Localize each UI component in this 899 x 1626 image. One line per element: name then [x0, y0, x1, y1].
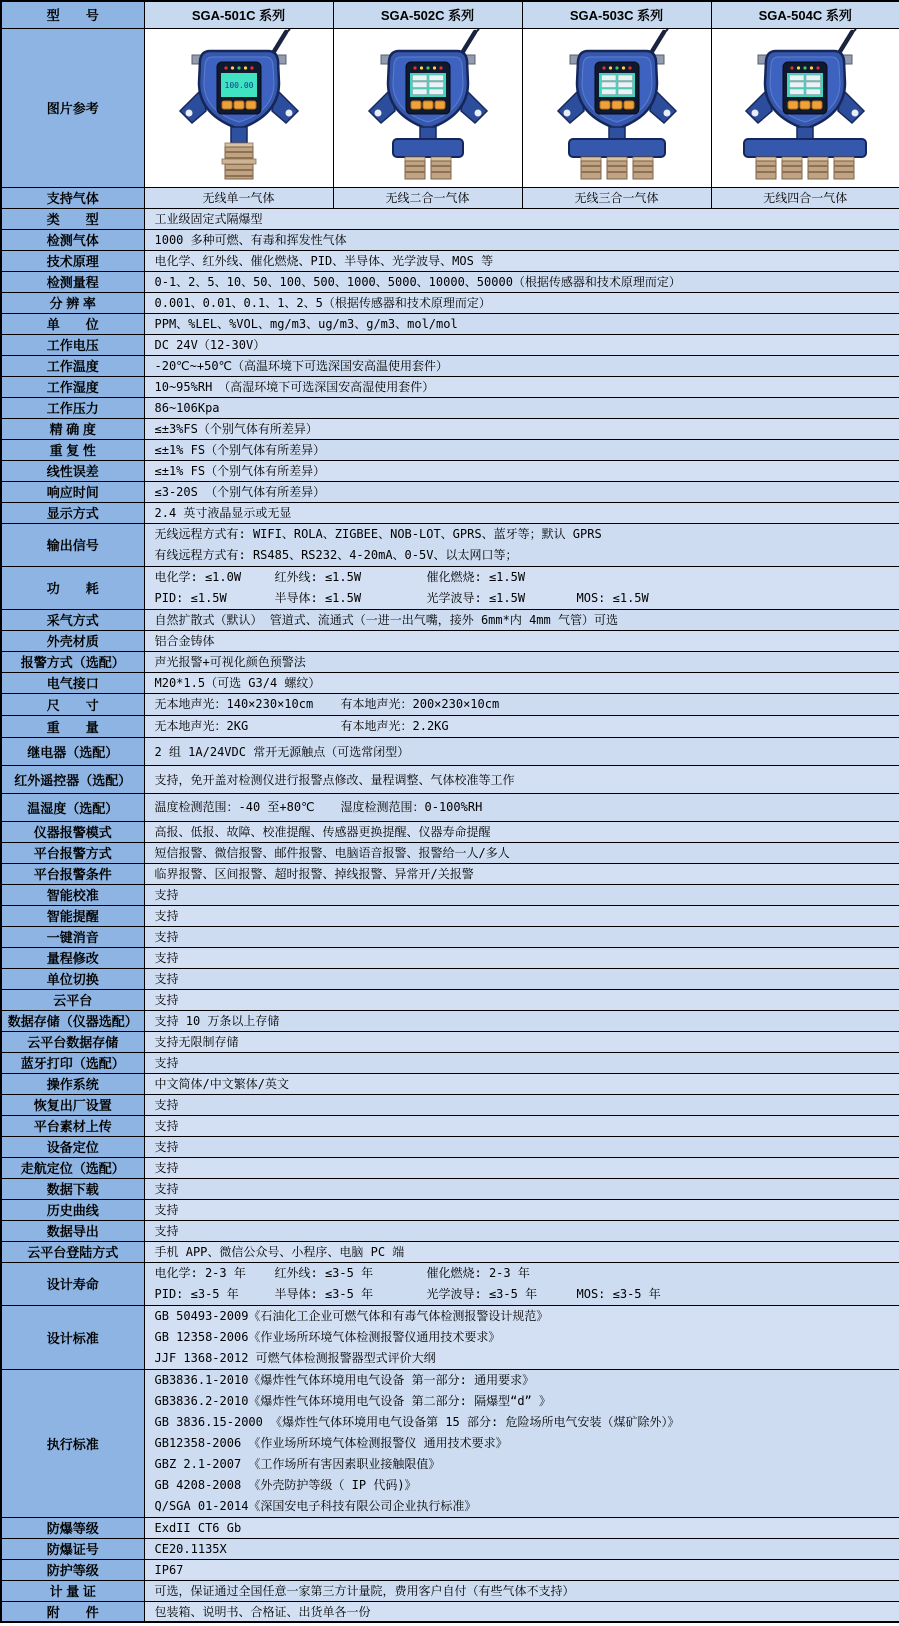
- row-value: 支持: [144, 1178, 899, 1199]
- row-label: 外壳材质: [1, 630, 144, 651]
- row-value: 短信报警、微信报警、邮件报警、电脑语音报警、报警给一人/多人: [144, 842, 899, 863]
- spec-row: [1, 609, 899, 630]
- row-value: [144, 1369, 899, 1517]
- spec-row: [1, 481, 899, 502]
- spec-row: [1, 1601, 899, 1622]
- row-label: 重 量: [1, 715, 144, 737]
- product-image-sga-502c: [333, 28, 522, 187]
- spec-row: [1, 1262, 899, 1305]
- value-segment: GB 50493-2009《石油化工企业可燃气体和有毒气体检测报警设计规范》: [154, 1308, 549, 1323]
- row-value: 无线二合一气体: [333, 187, 522, 208]
- row-label: 工作湿度: [1, 376, 144, 397]
- spec-row: [1, 208, 899, 229]
- row-label: 量程修改: [1, 947, 144, 968]
- row-value: 支持: [144, 1199, 899, 1220]
- value-segment: 催化燃烧: ≤1.5W: [426, 569, 526, 584]
- row-value: 电化学、红外线、催化燃烧、PID、半导体、光学波导、MOS 等: [144, 250, 899, 271]
- row-value: 工业级固定式隔爆型: [144, 208, 899, 229]
- value-segment: 有本地声光：200×230×10cm: [340, 696, 500, 711]
- row-value: 可选，保证通过全国任意一家第三方计量院，费用客户自付（有些气体不支持）: [144, 1580, 899, 1601]
- spec-row: [1, 334, 899, 355]
- value-segment: 无本地声光：140×230×10cm: [154, 696, 314, 711]
- row-value: 支持: [144, 989, 899, 1010]
- row-value: 1000 多种可燃、有毒和挥发性气体: [144, 229, 899, 250]
- spec-row: [1, 821, 899, 842]
- row-label: 云平台: [1, 989, 144, 1010]
- spec-row: [1, 1115, 899, 1136]
- row-value: 包装箱、说明书、合格证、出货单各一份: [144, 1601, 899, 1622]
- row-value: DC 24V（12-30V）: [144, 334, 899, 355]
- value-line: [155, 1412, 890, 1433]
- row-value: [144, 1305, 899, 1369]
- value-segment: 湿度检测范围：0-100%RH: [340, 799, 483, 814]
- row-label: 执行标准: [1, 1369, 144, 1517]
- value-segment: PID: ≤3-5 年: [154, 1286, 239, 1301]
- row-label: 报警方式（选配）: [1, 651, 144, 672]
- spec-row: [1, 1031, 899, 1052]
- spec-row: [1, 292, 899, 313]
- row-label: 输出信号: [1, 523, 144, 566]
- value-line: [155, 1433, 890, 1454]
- value-line: [155, 1284, 890, 1305]
- row-label: 设备定位: [1, 1136, 144, 1157]
- row-label: 单位切换: [1, 968, 144, 989]
- spec-row: [1, 863, 899, 884]
- value-segment: 红外线: ≤1.5W: [274, 569, 362, 584]
- row-value: ExdII CT6 Gb: [144, 1517, 899, 1538]
- gas-detector-svg: [343, 29, 513, 181]
- spec-row: [1, 715, 899, 737]
- row-label: 防护等级: [1, 1559, 144, 1580]
- spec-row: [1, 1010, 899, 1031]
- row-label: 蓝牙打印（选配）: [1, 1052, 144, 1073]
- spec-row: [1, 1094, 899, 1115]
- spec-row: [1, 1580, 899, 1601]
- spec-row: [1, 229, 899, 250]
- value-segment: MOS: ≤1.5W: [576, 590, 649, 605]
- row-value: 临界报警、区间报警、超时报警、掉线报警、异常开/关报警: [144, 863, 899, 884]
- row-value: 0-1、2、5、10、50、100、500、1000、5000、10000、50000（根据传感器和技术原理而定）: [144, 271, 899, 292]
- value-segment: 半导体: ≤3-5 年: [274, 1286, 374, 1301]
- spec-row: [1, 651, 899, 672]
- spec-row: [1, 693, 899, 715]
- image-row: [1, 28, 899, 187]
- row-value: 支持: [144, 926, 899, 947]
- row-label: 重 复 性: [1, 439, 144, 460]
- spec-row: [1, 765, 899, 793]
- row-label: 尺 寸: [1, 693, 144, 715]
- spec-row: [1, 502, 899, 523]
- gas-detector-illustration: [532, 168, 702, 185]
- row-label: 检测气体: [1, 229, 144, 250]
- spec-row: [1, 1157, 899, 1178]
- row-value: 支持 10 万条以上存储: [144, 1010, 899, 1031]
- row-label: 工作温度: [1, 355, 144, 376]
- spec-row: [1, 793, 899, 821]
- value-line: [155, 588, 890, 609]
- row-value: 10~95%RH （高湿环境下可选深国安高湿使用套件）: [144, 376, 899, 397]
- row-value: 声光报警+可视化颜色预警法: [144, 651, 899, 672]
- row-value: 2 组 1A/24VDC 常开无源触点（可选常闭型）: [144, 737, 899, 765]
- spec-row: [1, 1052, 899, 1073]
- spec-row: [1, 271, 899, 292]
- value-segment: GB 12358-2006《作业场所环境气体检测报警仪通用技术要求》: [154, 1329, 501, 1344]
- spec-row: [1, 355, 899, 376]
- row-label: 云平台数据存储: [1, 1031, 144, 1052]
- row-label: 设计标准: [1, 1305, 144, 1369]
- row-label: 分 辨 率: [1, 292, 144, 313]
- spec-row: [1, 313, 899, 334]
- row-value: 支持: [144, 905, 899, 926]
- row-value: 支持: [144, 1094, 899, 1115]
- row-value: ≤±1% FS（个别气体有所差异）: [144, 460, 899, 481]
- row-value: 支持: [144, 1136, 899, 1157]
- row-value: 自然扩散式（默认） 管道式、流通式（一进一出气嘴，接外 6mm*内 4mm 气管）可选: [144, 609, 899, 630]
- row-label: 单 位: [1, 313, 144, 334]
- spec-row: [1, 439, 899, 460]
- value-segment: 电化学: 2-3 年: [154, 1265, 246, 1280]
- spec-row: [1, 1136, 899, 1157]
- row-value: 支持: [144, 884, 899, 905]
- spec-row: [1, 523, 899, 566]
- value-line: [155, 567, 890, 588]
- value-segment: 有线远程方式有: RS485、RS232、4-20mA、0-5V、以太网口等；: [154, 547, 518, 562]
- spec-row: [1, 460, 899, 481]
- row-value: [144, 1262, 899, 1305]
- value-line: [155, 797, 890, 818]
- value-segment: GB 3836.15-2000 《爆炸性气体环境用电气设备第 15 部分: 危险场所电气安装（煤矿除外）》: [154, 1414, 680, 1429]
- row-label: 支持气体: [1, 187, 144, 208]
- spec-row: [1, 1241, 899, 1262]
- value-segment: 有本地声光：2.2KG: [340, 718, 449, 733]
- row-label: 线性误差: [1, 460, 144, 481]
- value-segment: 温度检测范围：-40 至+80℃: [154, 799, 315, 814]
- gas-detector-illustration: [343, 168, 513, 185]
- row-label: 防爆等级: [1, 1517, 144, 1538]
- spec-row: [1, 376, 899, 397]
- row-label: 设计寿命: [1, 1262, 144, 1305]
- spec-row: [1, 187, 899, 208]
- model-header-sga-504c: SGA-504C 系列: [711, 1, 899, 28]
- value-segment: GBZ 2.1-2007 《工作场所有害因素职业接触限值》: [154, 1456, 441, 1471]
- row-label: 平台素材上传: [1, 1115, 144, 1136]
- row-label: 显示方式: [1, 502, 144, 523]
- spec-row: [1, 737, 899, 765]
- value-segment: 催化燃烧: 2-3 年: [426, 1265, 530, 1280]
- row-value: [144, 523, 899, 566]
- value-line: [155, 1370, 890, 1391]
- row-value: ≤3-20S （个别气体有所差异）: [144, 481, 899, 502]
- row-label: 一键消音: [1, 926, 144, 947]
- spec-row: [1, 1517, 899, 1538]
- row-value: [144, 793, 899, 821]
- spec-row: [1, 968, 899, 989]
- row-label: 类 型: [1, 208, 144, 229]
- row-value: 86~106Kpa: [144, 397, 899, 418]
- value-segment: Q/SGA 01-2014《深国安电子科技有限公司企业执行标准》: [154, 1498, 477, 1513]
- spec-row: [1, 566, 899, 609]
- spec-row: [1, 1199, 899, 1220]
- spec-row: [1, 1538, 899, 1559]
- svg-text:100.00: 100.00: [224, 81, 253, 90]
- value-segment: 红外线: ≤3-5 年: [274, 1265, 374, 1280]
- model-header-sga-501c: SGA-501C 系列: [144, 1, 333, 28]
- row-label: 云平台登陆方式: [1, 1241, 144, 1262]
- spec-row: [1, 397, 899, 418]
- row-label: 仪器报警模式: [1, 821, 144, 842]
- spec-row: [1, 926, 899, 947]
- value-segment: 无本地声光：2KG: [154, 718, 249, 733]
- value-line: [155, 1496, 890, 1517]
- row-label: 数据存储（仪器选配）: [1, 1010, 144, 1031]
- model-header-label: 型 号: [1, 1, 144, 28]
- spec-row: [1, 1369, 899, 1517]
- gas-detector-svg: [720, 29, 890, 181]
- gas-detector-illustration: [720, 168, 890, 185]
- product-image-sga-503c: [522, 28, 711, 187]
- row-value: 无线三合一气体: [522, 187, 711, 208]
- value-segment: 光学波导: ≤3-5 年: [426, 1286, 538, 1301]
- row-value: 支持: [144, 968, 899, 989]
- spec-row: [1, 418, 899, 439]
- image-row-label: 图片参考: [1, 28, 144, 187]
- value-segment: 电化学: ≤1.0W: [154, 569, 242, 584]
- row-label: 电气接口: [1, 672, 144, 693]
- row-label: 智能校准: [1, 884, 144, 905]
- spec-row: [1, 947, 899, 968]
- product-image-sga-501c: [144, 28, 333, 187]
- value-segment: GB12358-2006 《作业场所环境气体检测报警仪 通用技术要求》: [154, 1435, 508, 1450]
- spec-row: [1, 989, 899, 1010]
- row-value: 无线单一气体: [144, 187, 333, 208]
- value-line: [155, 694, 890, 715]
- row-label: 平台报警条件: [1, 863, 144, 884]
- value-segment: 半导体: ≤1.5W: [274, 590, 362, 605]
- value-line: [155, 1263, 890, 1284]
- spec-row: [1, 884, 899, 905]
- row-value: 铝合金铸体: [144, 630, 899, 651]
- spec-row: [1, 1559, 899, 1580]
- row-label: 计 量 证: [1, 1580, 144, 1601]
- row-value: 支持: [144, 1115, 899, 1136]
- spec-row: [1, 672, 899, 693]
- row-value: 支持，免开盖对检测仪进行报警点修改、量程调整、气体校准等工作: [144, 765, 899, 793]
- row-label: 恢复出厂设置: [1, 1094, 144, 1115]
- row-value: 支持: [144, 1220, 899, 1241]
- value-line: [155, 716, 890, 737]
- row-label: 功 耗: [1, 566, 144, 609]
- row-value: CE20.1135X: [144, 1538, 899, 1559]
- row-value: ≤±3%FS（个别气体有所差异）: [144, 418, 899, 439]
- row-value: IP67: [144, 1559, 899, 1580]
- row-label: 操作系统: [1, 1073, 144, 1094]
- row-value: PPM、%LEL、%VOL、mg/m3、ug/m3、g/m3、mol/mol: [144, 313, 899, 334]
- value-segment: PID: ≤1.5W: [154, 590, 227, 605]
- value-line: [155, 1391, 890, 1412]
- row-label: 工作电压: [1, 334, 144, 355]
- row-label: 温湿度（选配）: [1, 793, 144, 821]
- row-value: 2.4 英寸液晶显示或无显: [144, 502, 899, 523]
- row-label: 历史曲线: [1, 1199, 144, 1220]
- row-value: ≤±1% FS（个别气体有所差异）: [144, 439, 899, 460]
- row-label: 走航定位（选配）: [1, 1157, 144, 1178]
- row-value: 中文简体/中文繁体/英文: [144, 1073, 899, 1094]
- product-image-sga-504c: [711, 28, 899, 187]
- model-header-sga-502c: SGA-502C 系列: [333, 1, 522, 28]
- spec-row: [1, 905, 899, 926]
- spec-row: [1, 842, 899, 863]
- value-segment: 光学波导: ≤1.5W: [426, 590, 526, 605]
- row-label: 红外遥控器（选配）: [1, 765, 144, 793]
- value-segment: GB3836.1-2010《爆炸性气体环境用电气设备 第一部分: 通用要求》: [154, 1372, 535, 1387]
- spec-row: [1, 1220, 899, 1241]
- row-value: [144, 715, 899, 737]
- gas-detector-illustration: [154, 81, 324, 185]
- header-row: [1, 1, 899, 28]
- value-segment: GB3836.2-2010《爆炸性气体环境用电气设备 第二部分: 隔爆型“d” 》: [154, 1393, 551, 1408]
- value-line: [155, 1306, 890, 1327]
- row-value: [144, 693, 899, 715]
- value-line: [155, 524, 890, 545]
- value-line: [155, 1327, 890, 1348]
- row-label: 技术原理: [1, 250, 144, 271]
- value-segment: JJF 1368-2012 可燃气体检测报警器型式评价大纲: [154, 1350, 436, 1365]
- row-label: 精 确 度: [1, 418, 144, 439]
- model-header-sga-503c: SGA-503C 系列: [522, 1, 711, 28]
- gas-detector-svg: [154, 29, 324, 181]
- row-value: M20*1.5（可选 G3/4 螺纹）: [144, 672, 899, 693]
- row-label: 附 件: [1, 1601, 144, 1622]
- spec-row: [1, 1073, 899, 1094]
- row-label: 工作压力: [1, 397, 144, 418]
- value-segment: 无线远程方式有: WIFI、ROLA、ZIGBEE、NOB-LOT、GPRS、蓝牙等；默认 GPRS: [154, 526, 602, 541]
- row-label: 智能提醒: [1, 905, 144, 926]
- row-value: 高报、低报、故障、校准提醒、传感器更换提醒、仪器寿命提醒: [144, 821, 899, 842]
- spec-row: [1, 250, 899, 271]
- spec-row: [1, 1178, 899, 1199]
- gas-detector-svg: [532, 29, 702, 181]
- value-segment: MOS: ≤3-5 年: [576, 1286, 661, 1301]
- row-label: 继电器（选配）: [1, 737, 144, 765]
- value-line: [155, 1475, 890, 1496]
- value-segment: GB 4208-2008 《外壳防护等级（ IP 代码)》: [154, 1477, 417, 1492]
- row-label: 检测量程: [1, 271, 144, 292]
- row-label: 采气方式: [1, 609, 144, 630]
- row-value: 手机 APP、微信公众号、小程序、电脑 PC 端: [144, 1241, 899, 1262]
- row-value: 0.001、0.01、0.1、1、2、5（根据传感器和技术原理而定）: [144, 292, 899, 313]
- value-line: [155, 1454, 890, 1475]
- row-value: -20℃~+50℃（高温环境下可选深国安高温使用套件）: [144, 355, 899, 376]
- value-line: [155, 545, 890, 566]
- spec-row: [1, 630, 899, 651]
- row-label: 数据导出: [1, 1220, 144, 1241]
- row-label: 平台报警方式: [1, 842, 144, 863]
- row-label: 响应时间: [1, 481, 144, 502]
- row-value: 无线四合一气体: [711, 187, 899, 208]
- value-line: [155, 1348, 890, 1369]
- row-value: 支持: [144, 947, 899, 968]
- row-value: 支持: [144, 1052, 899, 1073]
- row-value: 支持无限制存储: [144, 1031, 899, 1052]
- row-label: 数据下载: [1, 1178, 144, 1199]
- row-value: [144, 566, 899, 609]
- spec-row: [1, 1305, 899, 1369]
- row-label: 防爆证号: [1, 1538, 144, 1559]
- row-value: 支持: [144, 1157, 899, 1178]
